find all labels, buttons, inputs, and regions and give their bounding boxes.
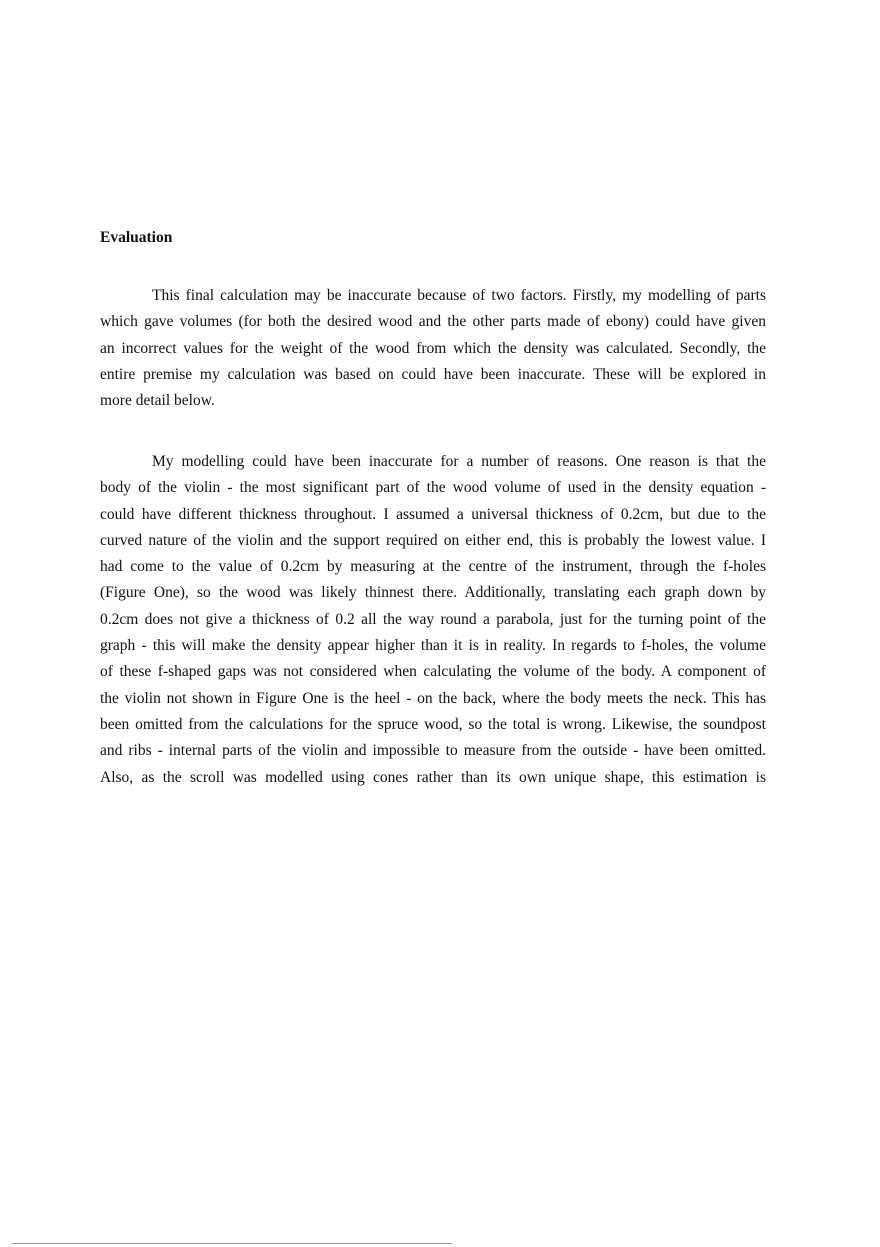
text-line: (Figure One), so the wood was likely thinnest there. Additionally, translating each graph down by (100, 584, 766, 602)
text-line: been omitted from the calculations for the spruce wood, so the total is wrong. Likewise, the soundpost (100, 715, 766, 733)
text-line: could have different thickness throughout. I assumed a universal thickness of 0.2cm, but due to the (100, 505, 766, 523)
text-line: of these f-shaped gaps was not considered when calculating the volume of the body. A component of (100, 663, 766, 681)
paragraph-2 (100, 449, 766, 791)
text-line: body of the violin - the most significant part of the wood volume of used in the density equation - (100, 479, 766, 497)
text-line: more detail below. (100, 392, 215, 410)
text-line: This final calculation may be inaccurate because of two factors. Firstly, my modelling of parts (152, 287, 766, 304)
text-line: had come to the value of 0.2cm by measuring at the centre of the instrument, through the f-holes (100, 558, 766, 576)
text-line: an incorrect values for the weight of the wood from which the density was calculated. Secondly, the (100, 339, 766, 357)
text-line: which gave volumes (for both the desired wood and the other parts made of ebony) could have given (100, 313, 766, 331)
text-line: entire premise my calculation was based on could have been inaccurate. These will be explored in (100, 365, 766, 383)
text-line: curved nature of the violin and the support required on either end, this is probably the lowest value. I (100, 531, 766, 549)
section-heading: Evaluation (100, 229, 173, 246)
text-line: My modelling could have been inaccurate for a number of reasons. One reason is that the (152, 453, 766, 470)
text-line: 0.2cm does not give a thickness of 0.2 all the way round a parabola, just for the turning point of the (100, 610, 766, 628)
text-line: Also, as the scroll was modelled using cones rather than its own unique shape, this estimation is (100, 768, 766, 786)
text-line: the violin not shown in Figure One is the heel - on the back, where the body meets the neck. This has (100, 689, 766, 707)
text-line: graph - this will make the density appear higher than it is in reality. In regards to f-holes, the volume (100, 637, 766, 655)
text-line: and ribs - internal parts of the violin and impossible to measure from the outside - have been omitted. (100, 742, 766, 760)
footer-rule (12, 1243, 452, 1244)
paragraph-1 (100, 283, 766, 414)
